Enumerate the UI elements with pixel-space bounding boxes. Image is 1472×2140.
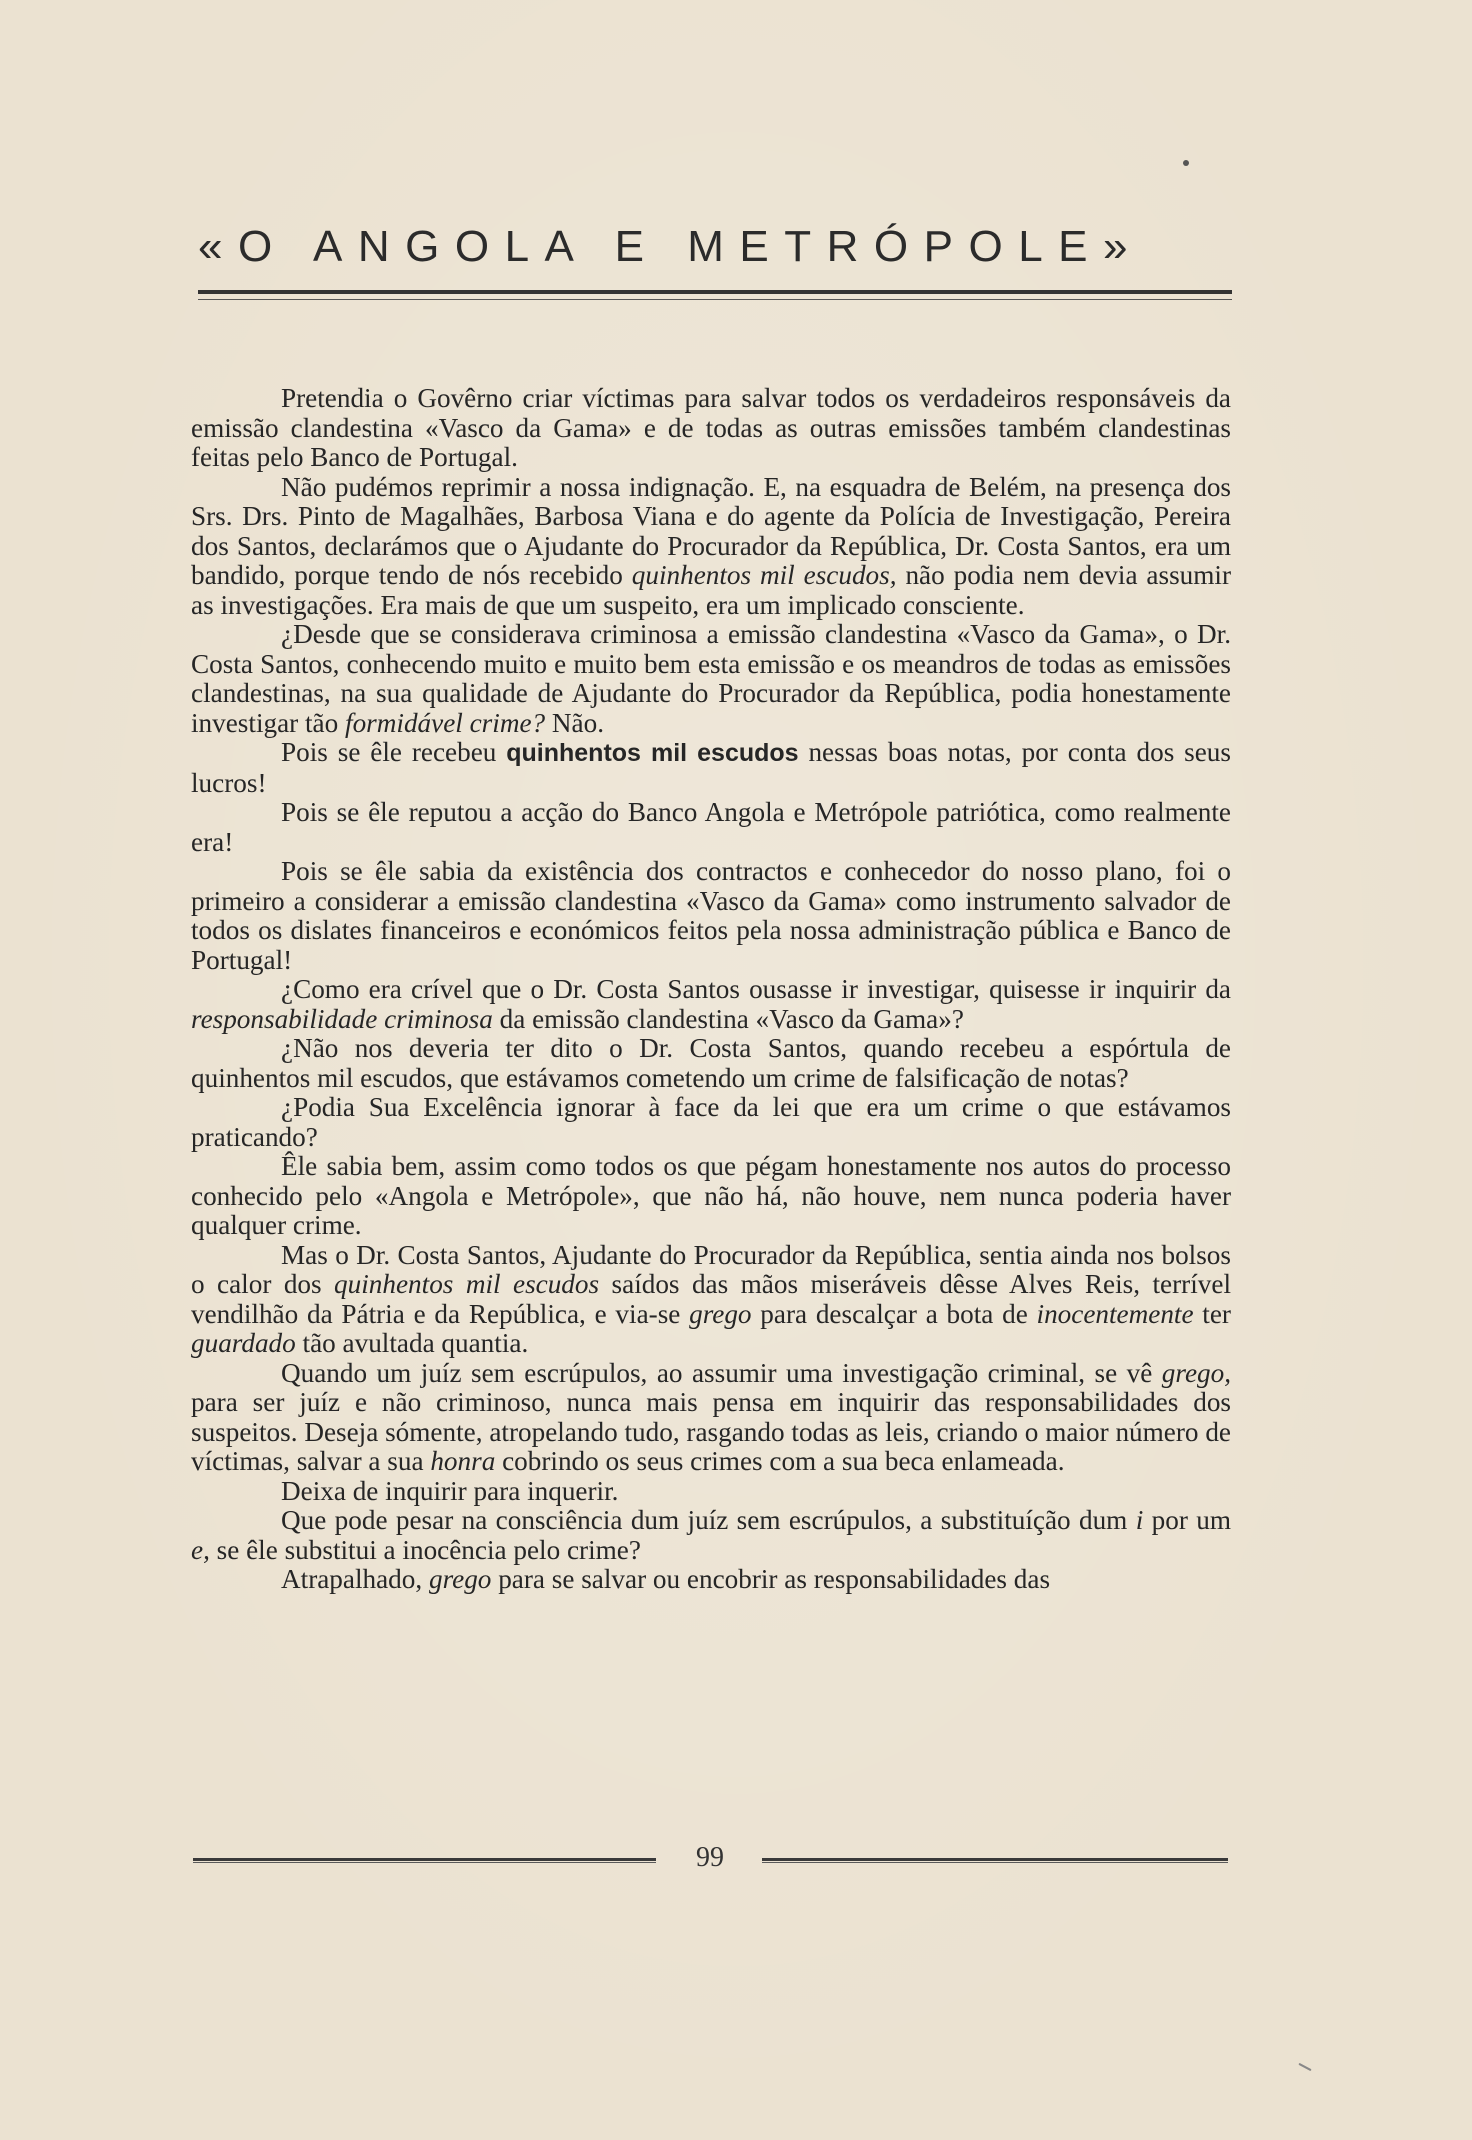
- body-paragraph: [191, 1565, 1231, 1595]
- paragraph-text: Pois se êle sabia da existência dos contractos e conhecedor do nosso plano, foi o primeiro a considerar a emissão clandestina «Vasco da Gama» como instrumento salvador de todos os dislates financeiros e económicos feitos pela nossa administração pública e Banco de Portugal!: [191, 856, 1231, 975]
- paragraph-text: por um: [1143, 1505, 1231, 1535]
- italic-text: quinhentos mil escudos,: [631, 560, 897, 590]
- body-paragraph: [191, 1241, 1231, 1359]
- body-paragraph: [191, 1506, 1231, 1565]
- paragraph-text: ter: [1193, 1298, 1231, 1329]
- paragraph-text: Deixa de inquirir para inquerir.: [281, 1475, 619, 1506]
- page-number: 99: [696, 1842, 724, 1873]
- paragraph-text: ¿Podia Sua Excelência ignorar à face da lei que era um crime o que estávamos praticando?: [191, 1092, 1231, 1152]
- paragraph-text: para descalçar a bota de: [751, 1298, 1037, 1329]
- italic-text: grego: [689, 1298, 752, 1329]
- bold-text: quinhentos mil escudos: [506, 739, 799, 767]
- body-paragraph: [191, 1359, 1231, 1477]
- body-paragraph: [191, 738, 1231, 798]
- running-header-title: «O ANGOLA E METRÓPOLE»: [198, 222, 1143, 271]
- paragraph-text: ¿Não nos deveria ter dito o Dr. Costa Santos, quando recebeu a espórtula de quinhentos mil escudos, que estávamos cometendo um crime de falsificação de notas?: [191, 1033, 1231, 1093]
- paragraph-text: para ser juíz e não criminoso, nunca mais pensa em inquirir das responsabilidades dos suspeitos. Deseja sómente, atropelando tudo, rasgando todas as leis, criando o maior número de víctimas, salvar a sua: [191, 1387, 1231, 1476]
- body-paragraph: [191, 798, 1231, 857]
- paragraph-text: ¿Desde que se considerava criminosa a emissão clandestina «Vasco da Gama», o Dr. Costa Santos, conhecendo muito e muito bem esta emissão e os meandros de todas as emissões clandestinas, na sua qualidade de Ajudante do Procurador da República, podia honestamente investigar tão: [191, 619, 1231, 738]
- body-paragraph: [191, 473, 1231, 621]
- paragraph-text: Mas o Dr. Costa Santos, Ajudante do Procurador da República, sentia ainda nos bolsos o calor dos: [191, 1239, 1231, 1299]
- italic-text: inocentemente: [1036, 1298, 1194, 1329]
- header-rule: [198, 290, 1232, 294]
- paragraph-text: Quando um juíz sem escrúpulos, ao assumir uma investigação criminal, se vê: [281, 1357, 1162, 1388]
- body-paragraph: [191, 384, 1231, 473]
- body-paragraph: [191, 620, 1231, 738]
- paragraph-text: Não.: [545, 707, 605, 738]
- italic-text: honra: [430, 1446, 496, 1476]
- paper-speck: [1298, 2063, 1311, 2071]
- paper-speck: [1183, 160, 1189, 166]
- body-paragraph: [191, 1152, 1231, 1241]
- paragraph-text: para se salvar ou encobrir as responsabilidades das: [491, 1564, 1051, 1594]
- paragraph-text: não podia nem devia assumir as investigações. Era mais de que um suspeito, era um implicado consciente.: [191, 560, 1231, 620]
- italic-text: grego,: [1161, 1357, 1231, 1388]
- italic-text: grego: [428, 1564, 492, 1594]
- paragraph-text: Atrapalhado,: [281, 1564, 429, 1594]
- italic-text: responsabilidade criminosa: [191, 1003, 493, 1034]
- paragraph-text: Pois se êle recebeu: [281, 737, 507, 767]
- body-paragraph: [191, 975, 1231, 1034]
- body-paragraph: [191, 1034, 1231, 1093]
- paragraph-text: se êle substitui a inocência pelo crime?: [209, 1534, 641, 1565]
- paragraph-text: cobrindo os seus crimes com a sua beca enlameada.: [495, 1446, 1065, 1476]
- body-paragraph: [191, 857, 1231, 975]
- paragraph-text: ¿Como era crível que o Dr. Costa Santos ousasse ir investigar, quisesse ir inquirir da: [281, 974, 1231, 1004]
- body-paragraph: [191, 1093, 1231, 1152]
- paragraph-text: da emissão clandestina «Vasco da Gama»?: [492, 1003, 964, 1034]
- italic-text: guardado: [191, 1328, 296, 1358]
- italic-text: e,: [191, 1534, 210, 1565]
- paragraph-text: saídos das mãos miseráveis dêsse Alves Reis, terrível vendilhão da Pátria e da República, e via-se: [191, 1269, 1231, 1329]
- italic-text: i: [1135, 1505, 1144, 1535]
- header-rule-thin: [198, 299, 1232, 300]
- article-body: [191, 384, 1231, 1595]
- paragraph-text: Que pode pesar na consciência dum juíz sem escrúpulos, a substituíção dum: [281, 1505, 1136, 1535]
- italic-text: formidável crime?: [345, 707, 546, 738]
- paragraph-text: Pretendia o Govêrno criar víctimas para salvar todos os verdadeiros responsáveis da emissão clandestina «Vasco da Gama» e de todas as outras emissões também clandestinas feitas pelo Banco de Portugal.: [191, 383, 1231, 472]
- paragraph-text: Não pudémos reprimir a nossa indignação. E, na esquadra de Belém, na presença dos Srs. Drs. Pinto de Magalhães, Barbosa Viana e do agente da Polícia de Investigação, Pereira dos Santos, declarámos que o Ajudante do Procurador da República, Dr. Costa Santos, era um bandido, porque tendo de nós recebido: [191, 471, 1231, 590]
- paragraph-text: tão avultada quantia.: [295, 1328, 529, 1358]
- footer-rule-left: [193, 1858, 656, 1863]
- footer-rule-right: [762, 1858, 1228, 1863]
- paragraph-text: Êle sabia bem, assim como todos os que pégam honestamente nos autos do processo conhecido pelo «Angola e Metrópole», que não há, não houve, nem nunca poderia haver qualquer crime.: [191, 1151, 1231, 1240]
- paragraph-text: Pois se êle reputou a acção do Banco Angola e Metrópole patriótica, como realmente era!: [191, 797, 1231, 857]
- body-paragraph: [191, 1477, 1231, 1507]
- paragraph-text: nessas boas notas, por conta dos seus lucros!: [191, 737, 1231, 798]
- italic-text: quinhentos mil escudos: [334, 1269, 600, 1299]
